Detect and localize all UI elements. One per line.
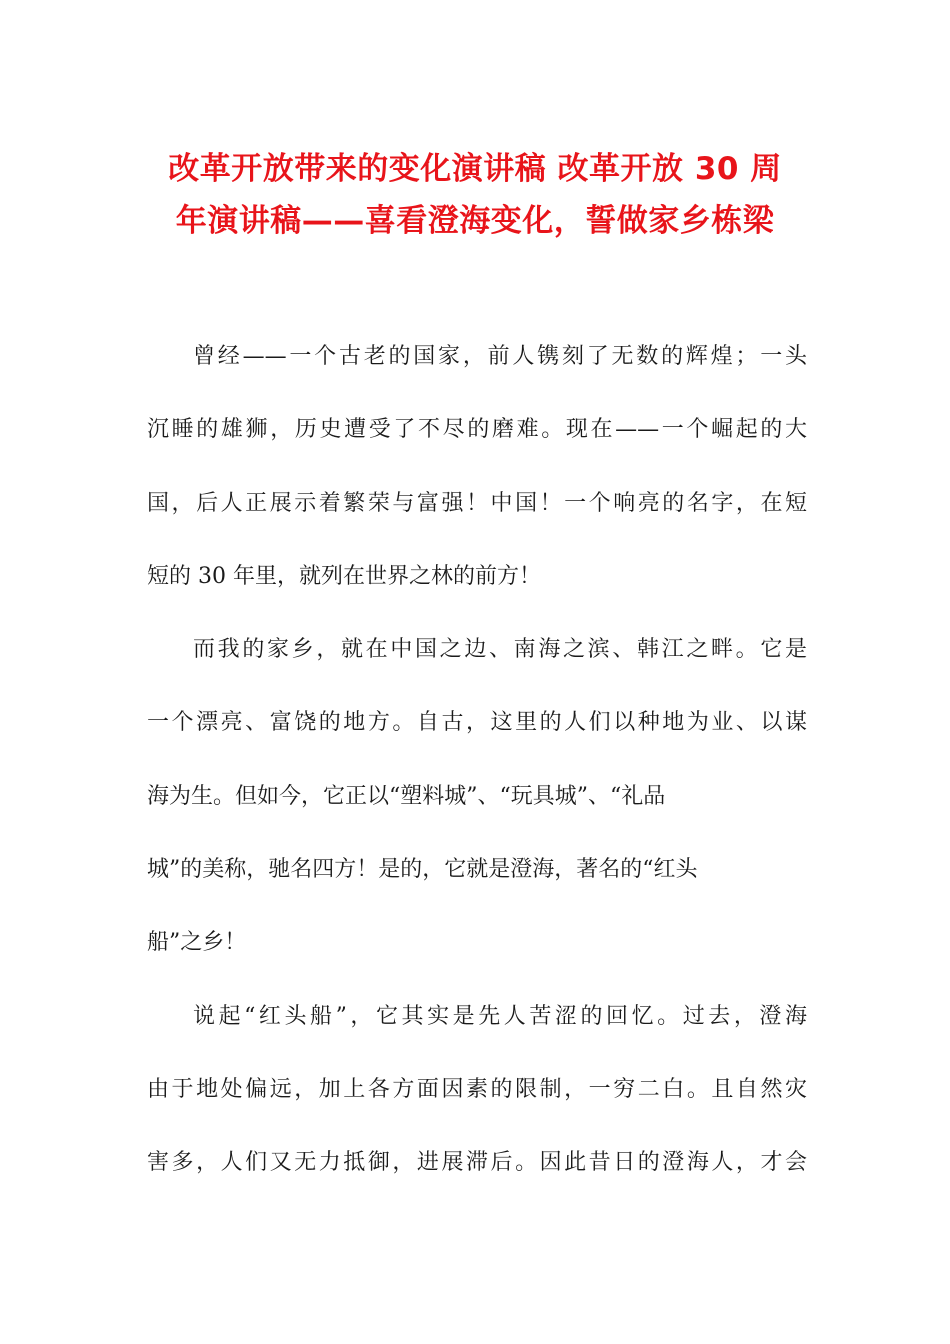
paragraph-line: 由于地处偏远，加上各方面因素的限制，一穷二白。且自然灾	[147, 1076, 807, 1102]
paragraph-line: 一个漂亮、富饶的地方。自古，这里的人们以种地为业、以谋	[147, 710, 807, 736]
paragraph-line: 沉睡的雄狮，历史遭受了不尽的磨难。现在——一个崛起的大	[147, 417, 807, 443]
paragraph-line: 害多，人们又无力抵御，进展滞后。因此昔日的澄海人，才会	[147, 1150, 807, 1176]
paragraph-line: 城”的美称，驰名四方！是的，它就是澄海，著名的“红头	[147, 857, 698, 883]
title-line: 改革开放带来的变化演讲稿 改革开放 30 周	[168, 151, 782, 187]
paragraph-line: 船”之乡！	[147, 930, 247, 956]
paragraph-line: 说起“红头船”，它其实是先人苦涩的回忆。过去，澄海	[193, 1003, 807, 1029]
paragraph-line: 曾经——一个古老的国家，前人镌刻了无数的辉煌；一头	[193, 344, 807, 369]
title-line: 年演讲稿——喜看澄海变化，誓做家乡栋梁	[175, 203, 775, 239]
document-title	[140, 143, 810, 247]
paragraph-line: 短的 30 年里，就列在世界之林的前方！	[147, 563, 541, 589]
paragraph-line: 国，后人正展示着繁荣与富强！中国！一个响亮的名字，在短	[147, 490, 807, 516]
document-body	[147, 320, 807, 1200]
paragraph-line: 海为生。但如今，它正以“塑料城”、“玩具城”、“礼品	[147, 783, 666, 809]
paragraph-line: 而我的家乡，就在中国之边、南海之滨、韩江之畔。它是	[193, 637, 807, 663]
